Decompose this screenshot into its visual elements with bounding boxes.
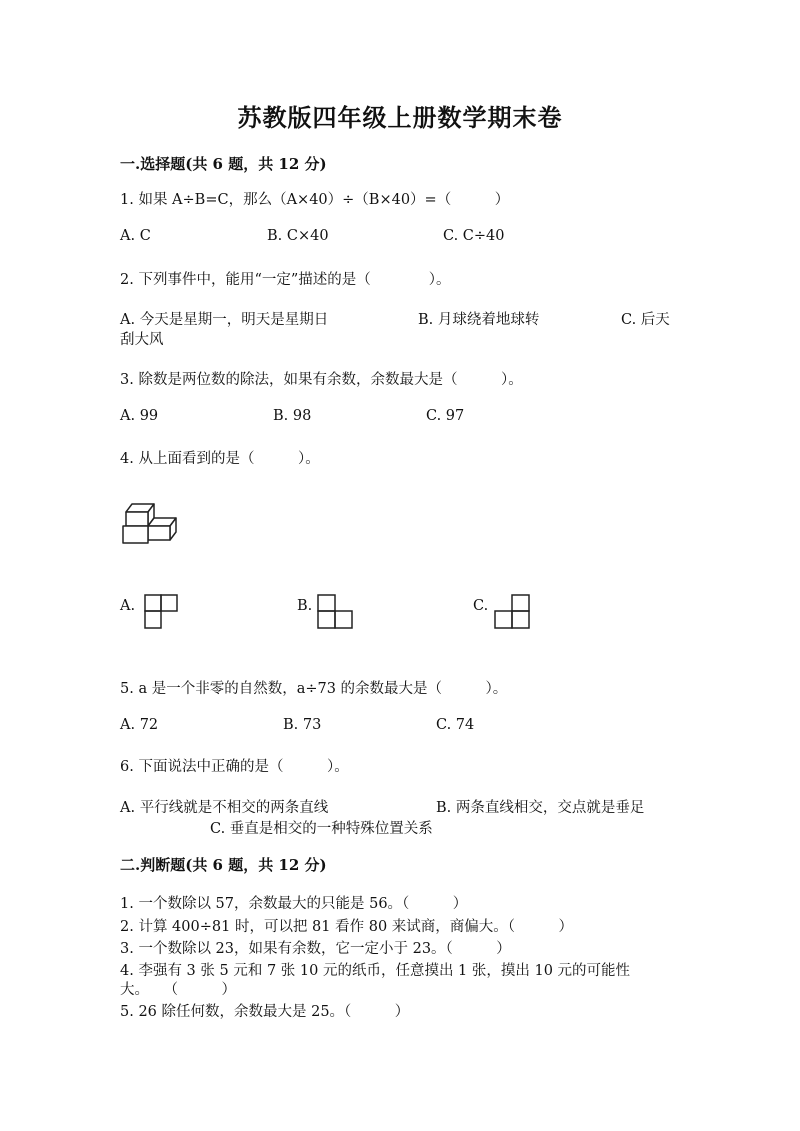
page-title: 苏教版四年级上册数学期末卷 (237, 103, 563, 132)
q2-option-c-continued: 刮大风 (120, 332, 164, 348)
q1-option-a: A. C (120, 228, 151, 244)
q4-option-c: C. (473, 598, 489, 614)
q2-option-a: A. 今天是星期一，明天是星期日 (120, 312, 329, 328)
section-2-heading: 二.判断题(共 6 题，共 12 分) (120, 856, 327, 874)
q3-option-a: A. 99 (120, 408, 159, 424)
question-2: 2. 下列事件中，能用“一定”描述的是（ ）。 (120, 272, 451, 288)
q2-option-c: C. 后天 (621, 312, 670, 328)
q2-option-b: B. 月球绕着地球转 (418, 312, 540, 328)
q4-option-b: B. (297, 598, 313, 614)
q5-option-b: B. 73 (283, 717, 322, 733)
q6-option-a: A. 平行线就是不相交的两条直线 (120, 800, 329, 816)
q3-option-c: C. 97 (426, 408, 465, 424)
judge-item-3: 3. 一个数除以 23，如果有余数，它一定小于 23。（ ） (120, 941, 511, 957)
judge-item-4-continued: 大。 （ ） (120, 982, 236, 998)
q3-option-b: B. 98 (273, 408, 312, 424)
question-5: 5. a 是一个非零的自然数，a÷73 的余数最大是（ ）。 (120, 681, 508, 697)
q4-option-a-figure (144, 594, 178, 630)
cube-stack-figure (120, 500, 182, 550)
judge-item-5: 5. 26 除任何数，余数最大是 25。（ ） (120, 1004, 410, 1020)
q5-option-c: C. 74 (436, 717, 475, 733)
question-6: 6. 下面说法中正确的是（ ）。 (120, 759, 349, 775)
q1-option-b: B. C×40 (267, 228, 329, 244)
question-4: 4. 从上面看到的是（ ）。 (120, 451, 320, 467)
q1-option-c: C. C÷40 (443, 228, 505, 244)
judge-item-1: 1. 一个数除以 57，余数最大的只能是 56。（ ） (120, 896, 468, 912)
question-3: 3. 除数是两位数的除法，如果有余数，余数最大是（ ）。 (120, 372, 523, 388)
q6-option-b: B. 两条直线相交，交点就是垂足 (436, 800, 645, 816)
judge-item-4: 4. 李强有 3 张 5 元和 7 张 10 元的纸币，任意摸出 1 张，摸出 10 元的可能性 (120, 963, 631, 979)
q4-option-a: A. (120, 598, 136, 614)
section-1-heading: 一.选择题(共 6 题，共 12 分) (120, 155, 327, 173)
q5-option-a: A. 72 (120, 717, 159, 733)
q4-option-b-figure (317, 594, 353, 630)
judge-item-2: 2. 计算 400÷81 时，可以把 81 看作 80 来试商，商偏大。（ ） (120, 919, 574, 935)
q6-option-c: C. 垂直是相交的一种特殊位置关系 (210, 821, 433, 837)
question-1: 1. 如果 A÷B=C，那么（A×40）÷（B×40）=（ ） (120, 192, 510, 208)
q4-option-c-figure (494, 594, 530, 630)
